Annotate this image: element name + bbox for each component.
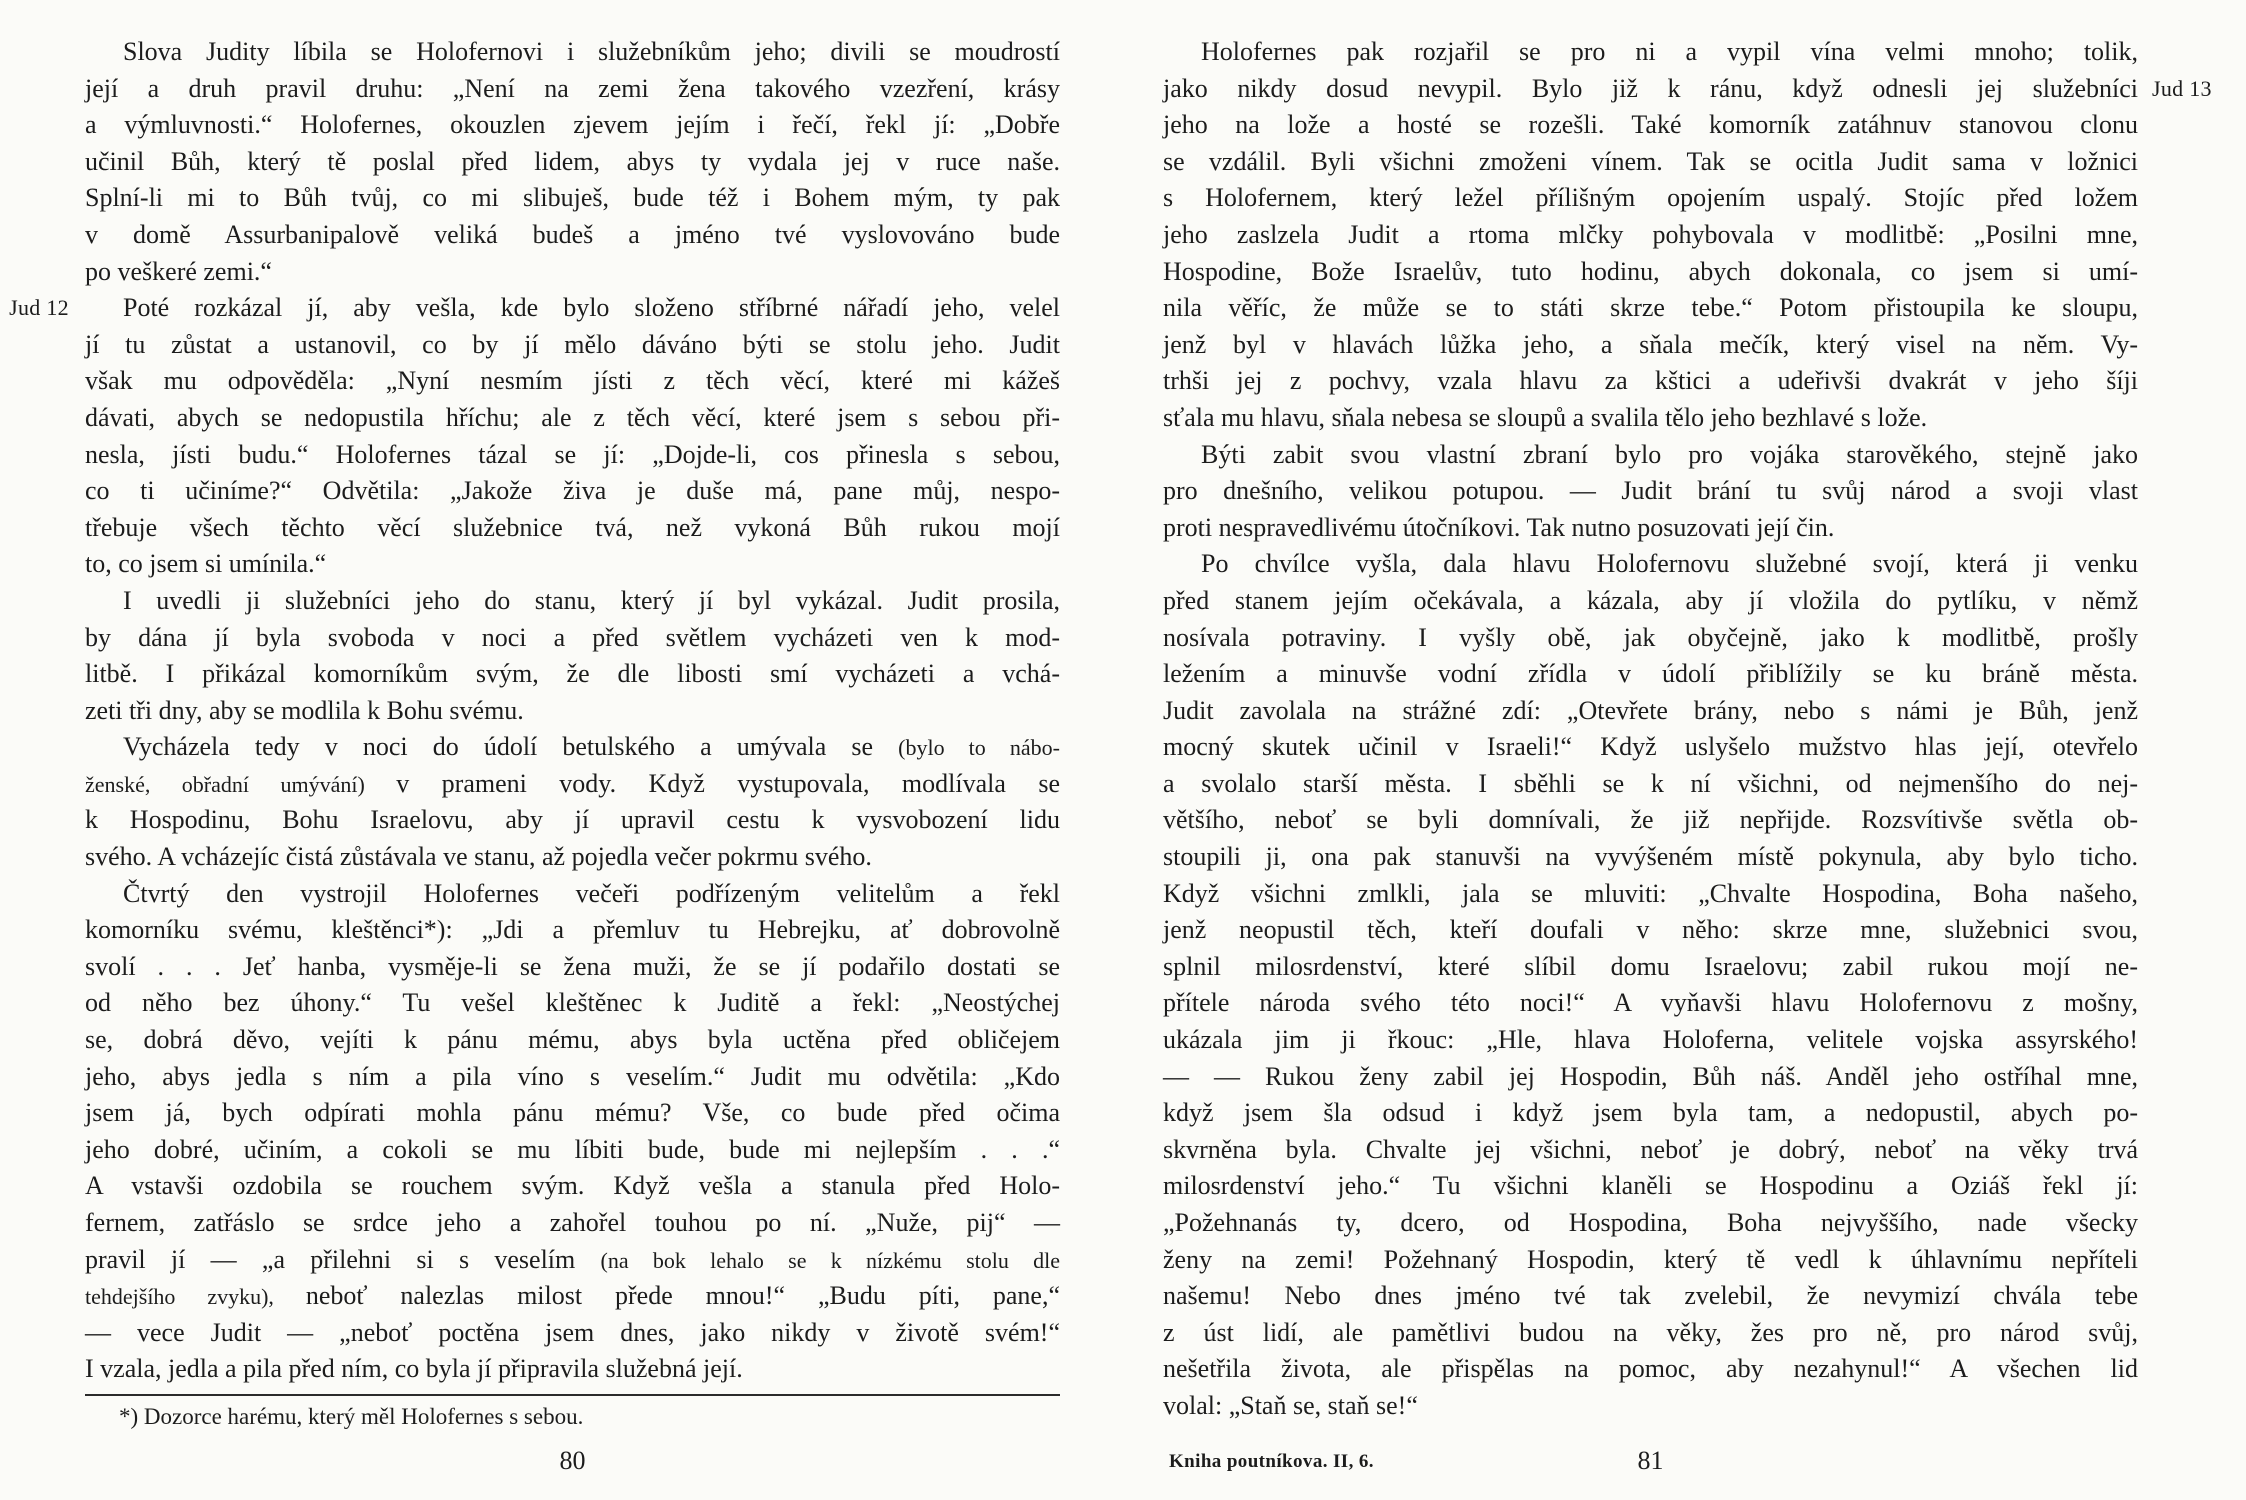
text-line: [85, 400, 1060, 437]
text-segment: (na bok lehalo se k nízkému stolu dle: [600, 1247, 1061, 1273]
text-segment: mocný skutek učinil v Israeli!“ Když uslyšelo mužstvo hlas její, otevřelo: [1163, 732, 2138, 762]
text-line: [85, 1095, 1060, 1132]
text-line: [85, 437, 1060, 474]
text-segment: jako nikdy dosud nevypil. Bylo již k ránu, když odnesli jej služebníci: [1163, 73, 2138, 103]
text-segment: když jsem šla odsud i když jsem byla tam, a nedopustil, abych po-: [1163, 1098, 2138, 1128]
text-segment: volal: „Staň se, staň se!“: [1163, 1390, 1418, 1420]
text-segment: Judit zavolala na strážné zdí: „Otevřete brány, nebo s námi je Bůh, jenž: [1163, 695, 2138, 725]
text-line: [85, 620, 1060, 657]
text-segment: jenž neopustil těch, kteří doufali v něho: skrze mne, služebnici svou,: [1163, 915, 2138, 945]
text-segment: po veškeré zemi.“: [85, 256, 272, 286]
text-segment: od něho bez úhony.“ Tu vešel kleštěnec k Juditě a řekl: „Neostýchej: [85, 988, 1060, 1018]
text-segment: nosívala potraviny. I vyšly obě, jak obyčejně, jako k modlitbě, prošly: [1163, 622, 2138, 652]
text-segment: Čtvrtý den vystrojil Holofernes večeři podřízeným velitelům a řekl: [123, 878, 1060, 908]
text-line: [85, 510, 1060, 547]
text-segment: s Holofernem, který ležel přílišným opojením uspalý. Stojíc před ložem: [1163, 183, 2138, 213]
margin-note: Jud 13: [2152, 75, 2212, 101]
text-line: [1163, 71, 2212, 108]
text-segment: se, dobrá děvo, vejíti k pánu mému, abys byla uctěna před obličejem: [85, 1025, 1060, 1055]
text-segment: Býti zabit svou vlastní zbraní bylo pro vojáka starověkého, stejně jako: [1201, 439, 2138, 469]
text-segment: skvrněna byla. Chvalte jej všichni, neboť je dobrý, neboť na věky trvá: [1163, 1134, 2138, 1164]
text-line: [85, 254, 1060, 291]
text-line: [85, 802, 1060, 839]
text-line: [85, 766, 1060, 803]
text-line: [85, 1278, 1060, 1315]
text-column-right: [1163, 34, 2212, 1425]
footnote-block: [85, 1394, 1060, 1432]
text-line: [1163, 510, 2138, 547]
text-segment: sťala mu hlavu, sňala nebesa se sloupů a svalila tělo jeho bezhlavé s lože.: [1163, 402, 1928, 432]
text-segment: ukázala jim ji řkouc: „Hle, hlava Holoferna, velitele vojska assyrského!: [1163, 1025, 2138, 1055]
text-line: [1163, 1351, 2138, 1388]
text-segment: nesla, jísti budu.“ Holofernes tázal se jí: „Dojde-li, cos přinesla s sebou,: [85, 439, 1060, 469]
text-segment: jí tu zůstat a ustanovil, co by jí mělo dáváno býti se stolu jeho. Judit: [85, 329, 1060, 359]
text-line: [85, 34, 1060, 71]
text-segment: ženy na zemi! Požehnaný Hospodin, který tě vedl k úhlavnímu nepříteli: [1163, 1244, 2138, 1274]
text-line: [85, 1351, 1060, 1388]
text-line: [1163, 254, 2138, 291]
text-line: [85, 71, 1060, 108]
text-line: [85, 144, 1060, 181]
text-segment: jeho, abys jedla s ním a pila víno s veselím.“ Judit mu odvětila: „Kdo: [85, 1061, 1060, 1091]
text-line: [1163, 437, 2138, 474]
text-line: [1163, 327, 2138, 364]
text-line: [1163, 1168, 2138, 1205]
text-line: [1163, 1205, 2138, 1242]
text-line: [1163, 693, 2138, 730]
text-segment: její a druh pravil druhu: „Není na zemi žena takového vzezření, krásy: [85, 73, 1060, 103]
margin-note: Jud 12: [9, 295, 69, 321]
text-segment: před stanem jejím očekávala, a kázala, aby jí vložila do pytlíku, v němž: [1163, 585, 2138, 615]
text-segment: jeho zaslzela Judit a rtoma mlčky pohybovala v modlitbě: „Posilni mne,: [1163, 219, 2138, 249]
text-segment: svého. A vcházejíc čistá zůstávala ve stanu, až pojedla večer pokrmu svého.: [85, 842, 872, 872]
text-line: [1163, 1242, 2138, 1279]
text-segment: I uvedli ji služebníci jeho do stanu, který jí byl vykázal. Judit prosila,: [123, 585, 1060, 615]
text-line: [85, 583, 1060, 620]
text-segment: proti nespravedlivému útočníkovi. Tak nutno posuzovati její čin.: [1163, 512, 1835, 542]
text-segment: dávati, abych se nedopustila hříchu; ale z těch věcí, které jsem s sebou při-: [85, 402, 1060, 432]
text-line: [1163, 363, 2138, 400]
text-line: [1163, 729, 2138, 766]
text-segment: tehdejšího zvyku),: [85, 1284, 306, 1310]
text-segment: k Hospodinu, Bohu Israelovu, aby jí upravil cestu k vysvobození lidu: [85, 805, 1060, 835]
text-segment: Hospodine, Bože Israelův, tuto hodinu, abych dokonala, co jsem si umí-: [1163, 256, 2138, 286]
text-line: [85, 180, 1060, 217]
text-line: [1163, 107, 2138, 144]
text-segment: (bylo to nábo-: [898, 735, 1060, 761]
footnote: *) Dozorce harému, který měl Holofernes s sebou.: [119, 1403, 584, 1429]
text-line: [1163, 1278, 2138, 1315]
text-line: [1163, 620, 2138, 657]
text-line: [85, 1022, 1060, 1059]
text-segment: A vstavši ozdobila se rouchem svým. Když vešla a stanula před Holo-: [85, 1171, 1060, 1201]
text-line: [1163, 766, 2138, 803]
text-line: [1163, 1095, 2138, 1132]
text-segment: ležením a minuvše vodní zřídla v údolí přiblížily se ku bráně města.: [1163, 659, 2138, 689]
text-segment: učinil Bůh, který tě poslal před lidem, abys ty vydala jej v ruce naše.: [85, 146, 1060, 176]
text-segment: přítele národa svého této noci!“ A vyňavši hlavu Holofernovu z mošny,: [1163, 988, 2138, 1018]
text-segment: splnil milosrdenství, které slíbil domu Israelovu; zabil rukou mojí ne-: [1163, 951, 2138, 981]
text-line: [1163, 217, 2138, 254]
text-segment: — — Rukou ženy zabil jej Hospodin, Bůh náš. Anděl jeho ostříhal mne,: [1163, 1061, 2138, 1091]
text-line: [1163, 985, 2138, 1022]
text-line: [85, 949, 1060, 986]
text-line: [1163, 400, 2138, 437]
text-line: [85, 985, 1060, 1022]
page-right: [1163, 34, 2212, 1475]
text-segment: Poté rozkázal jí, aby vešla, kde bylo složeno stříbrné nářadí jeho, velel: [123, 293, 1060, 323]
text-segment: svolí . . . Jeť hanba, vysměje-li se žena muži, že se jí podařilo dostati se: [85, 951, 1060, 981]
text-line: [85, 1205, 1060, 1242]
text-line: [85, 107, 1060, 144]
text-segment: by dána jí byla svoboda v noci a před světlem vycházeti ven k mod-: [85, 622, 1060, 652]
text-segment: se vzdálil. Byli všichni zmoženi vínem. Tak se ocitla Judit sama v ložnici: [1163, 146, 2138, 176]
text-segment: jeho na lože a hosté se rozešli. Také komorník zatáhnuv stanovou clonu: [1163, 110, 2138, 140]
text-line: [1163, 949, 2138, 986]
text-segment: jsem já, bych odpírati mohla pánu mému? Vše, co bude před očima: [85, 1098, 1060, 1128]
text-line: [1163, 656, 2138, 693]
text-segment: třebuje všech těchto věcí služebnice tvá, než vykoná Bůh rukou mojí: [85, 512, 1060, 542]
text-line: [1163, 1388, 2138, 1425]
text-line: [85, 656, 1060, 693]
text-segment: našemu! Nebo dnes jméno tvé tak zvelebil, že nevymizí chvála tebe: [1163, 1281, 2138, 1311]
text-segment: trhši jej z pochvy, vzala hlavu za kštici a udeřivši dvakrát v jeho šíji: [1163, 366, 2138, 396]
text-segment: litbě. I přikázal komorníkům svým, že dle libosti smí vycházeti a vchá-: [85, 659, 1060, 689]
text-segment: Holofernes pak rozjařil se pro ni a vypil vína velmi mnoho; tolik,: [1201, 37, 2138, 66]
text-line: [85, 1242, 1060, 1279]
text-line: [85, 546, 1060, 583]
text-segment: Po chvílce vyšla, dala hlavu Holofernovu služebné svojí, která ji venku: [1201, 549, 2138, 579]
text-line: [1163, 473, 2138, 510]
text-line: [1163, 1022, 2138, 1059]
text-line: [1163, 34, 2138, 71]
text-segment: a výmluvnosti.“ Holofernes, okouzlen zjevem jejím i řečí, řekl jí: „Dobře: [85, 110, 1060, 140]
text-segment: komorníku svému, kleštěnci*): „Jdi a přemluv tu Hebrejku, ať dobrovolně: [85, 915, 1060, 945]
text-line: [1163, 546, 2138, 583]
text-segment: v prameni vody. Když vystupovala, modlívala se: [396, 768, 1060, 798]
text-line: [85, 1168, 1060, 1205]
text-line: [85, 839, 1060, 876]
text-segment: nila věříc, že může se to státi skrze tebe.“ Potom přistoupila ke sloupu,: [1163, 293, 2138, 323]
page-number-left: 80: [559, 1446, 586, 1475]
text-line: [1163, 1315, 2138, 1352]
text-line: [85, 693, 1060, 730]
text-segment: pravil jí — „a přilehni si s veselím: [85, 1244, 601, 1274]
text-line: [85, 876, 1060, 913]
imprint: Kniha poutníkova. II, 6.: [1169, 1451, 1374, 1472]
text-segment: a svolalo starší města. I sběhli se k ní všichni, od nejmenšího do nej-: [1163, 768, 2138, 798]
text-segment: fernem, zatřáslo se srdce jeho a zahořel touhou po ní. „Nuže, pij“ —: [85, 1208, 1060, 1237]
text-segment: stoupili ji, ona pak stanuvši na vyvýšeném místě pokynula, aby bylo ticho.: [1163, 842, 2138, 872]
text-line: [1163, 1059, 2138, 1096]
text-segment: Slova Judity líbila se Holofernovi i služebníkům jeho; divili se moudrostí: [123, 37, 1060, 66]
text-line: [85, 1132, 1060, 1169]
text-segment: to, co jsem si umínila.“: [85, 549, 327, 579]
text-segment: milosrdenství jeho.“ Tu všichni klaněli se Hospodinu a Oziáš řekl jí:: [1163, 1171, 2138, 1201]
text-line: [1163, 912, 2138, 949]
text-segment: zeti tři dny, aby se modlila k Bohu svému.: [85, 695, 524, 725]
text-line: [1163, 180, 2138, 217]
page-number-right: 81: [1637, 1446, 1664, 1475]
text-segment: ženské, obřadní umývání): [85, 771, 397, 797]
text-line: [9, 290, 1060, 327]
footnote-rule: [85, 1394, 1060, 1396]
text-segment: neboť nalezlas milost přede mnou!“ „Budu píti, pane,“: [305, 1281, 1060, 1311]
text-segment: co ti učiníme?“ Odvětila: „Jakože živa je duše má, pane můj, nespo-: [85, 476, 1060, 506]
text-line: [1163, 144, 2138, 181]
text-segment: Splní-li mi to Bůh tvůj, co mi slibuješ, bude též i Bohem mým, ty pak: [85, 183, 1060, 213]
text-line: [85, 912, 1060, 949]
text-line: [1163, 1132, 2138, 1169]
text-segment: pro dnešního, velikou potupou. — Judit brání tu svůj národ a svoji vlast: [1163, 476, 2138, 506]
text-line: [1163, 802, 2138, 839]
text-segment: nešetřila života, ale přispělas na pomoc, aby nezahynul!“ A všechen lid: [1163, 1354, 2138, 1384]
text-line: [1163, 839, 2138, 876]
text-segment: v domě Assurbanipalově veliká budeš a jméno tvé vyslovováno bude: [85, 219, 1060, 249]
text-line: [85, 1315, 1060, 1352]
text-line: [85, 473, 1060, 510]
text-segment: „Požehnanás ty, dcero, od Hospodina, Boha nejvyššího, nade všecky: [1163, 1208, 2138, 1237]
text-segment: Vycházela tedy v noci do údolí betulského a umývala se: [123, 732, 899, 762]
text-column-left: [9, 34, 1061, 1388]
text-line: [1163, 290, 2138, 327]
text-segment: z úst lidí, ale pamětlivi budou na věky, žes pro ně, pro národ svůj,: [1163, 1317, 2138, 1347]
text-line: [85, 729, 1060, 766]
page-left: [9, 34, 1061, 1475]
text-segment: jeho dobré, učiním, a cokoli se mu líbiti bude, bude mi nejlepším . . .“: [85, 1134, 1060, 1164]
text-line: [85, 1059, 1060, 1096]
text-segment: Když všichni zmlkli, jala se mluviti: „Chvalte Hospodina, Boha našeho,: [1163, 878, 2138, 908]
text-segment: I vzala, jedla a pila před ním, co byla jí připravila služebná její.: [85, 1354, 743, 1384]
text-segment: většího, neboť se byli domnívali, že již nepřijde. Rozsvítivše světla ob-: [1163, 805, 2138, 835]
text-segment: — vece Judit — „neboť poctěna jsem dnes, jako nikdy v životě svém!“: [85, 1317, 1060, 1347]
text-line: [85, 327, 1060, 364]
text-line: [1163, 583, 2138, 620]
text-line: [1163, 876, 2138, 913]
text-line: [85, 363, 1060, 400]
text-line: [85, 217, 1060, 254]
text-segment: však mu odpověděla: „Nyní nesmím jísti z těch věcí, které mi kážeš: [85, 366, 1060, 396]
text-segment: jenž byl v hlavách lůžka jeho, a sňala mečík, který visel na něm. Vy-: [1163, 329, 2138, 359]
